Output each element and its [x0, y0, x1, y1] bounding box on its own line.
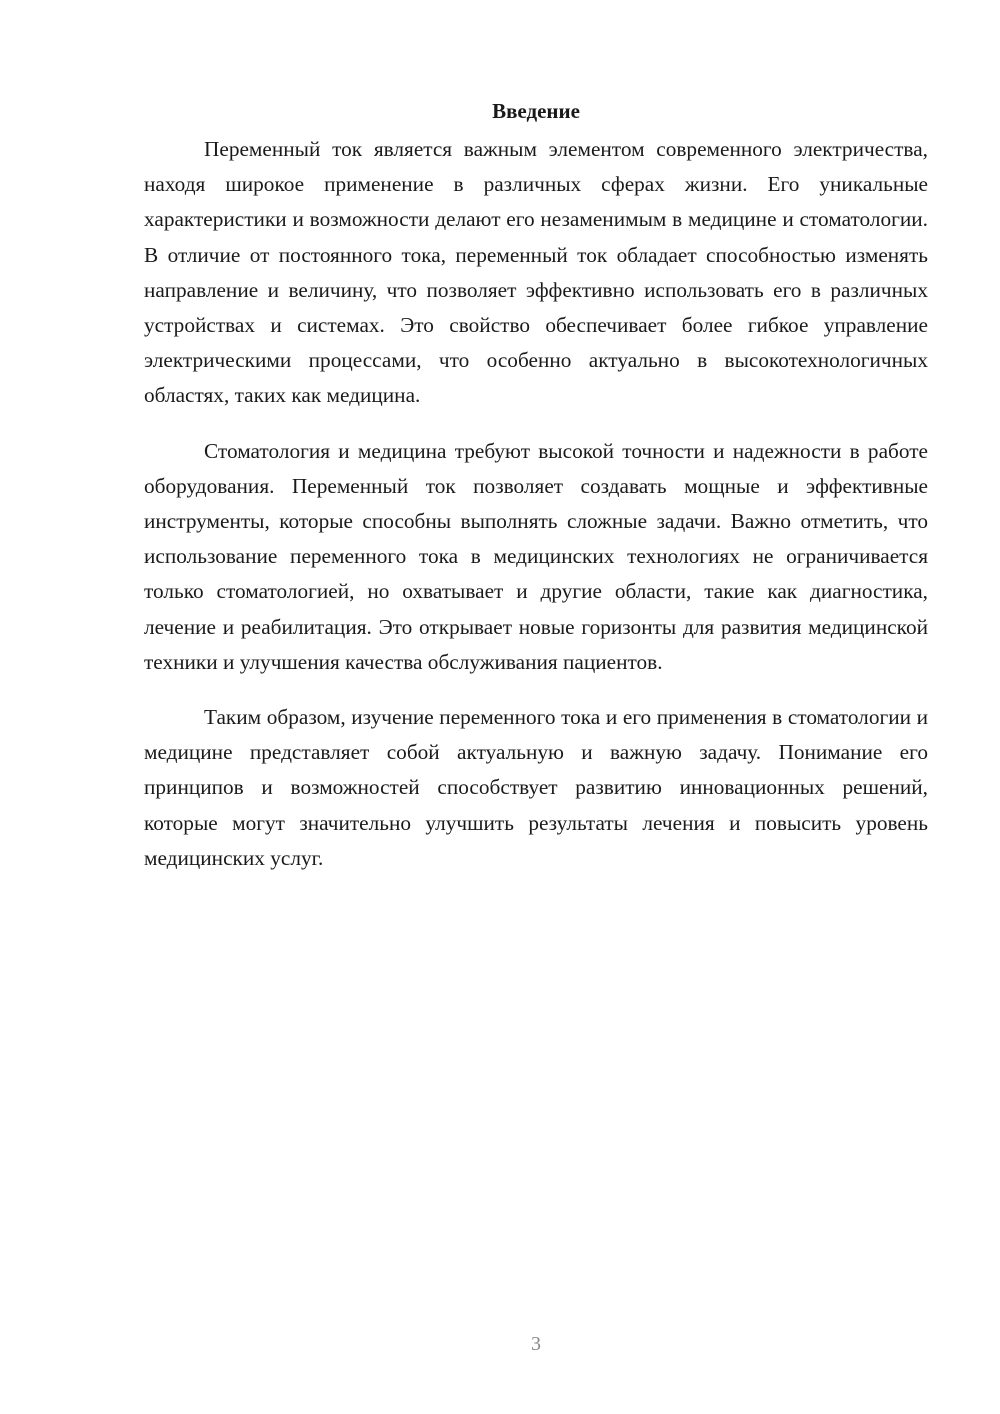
section-heading: Введение [492, 99, 580, 123]
page-number: 3 [531, 1333, 541, 1355]
page-content [144, 96, 928, 896]
paragraph-2: Стоматология и медицина требуют высокой точности и надежности в работе оборудования. Переменный ток позволяет создавать мощные и эффективные инструменты, которые способны выполнять сложные задачи. Важно отметить, что использование переменного тока в медицинских технологиях не ограничивается только стоматологией, но охватывает и другие области, такие как диагностика, лечение и реабилитация. Это открывает новые горизонты для развития медицинской техники и улучшения качества обслуживания пациентов. [144, 438, 928, 674]
paragraph-3: Таким образом, изучение переменного тока и его применения в стоматологии и медицине представляет собой актуальную и важную задачу. Понимание его принципов и возможностей способствует развитию инновационных решений, которые могут значительно улучшить результаты лечения и повысить уровень медицинских услуг. [144, 705, 928, 870]
paragraph-1: Переменный ток является важным элементом современного электричества, находя широкое применение в различных сферах жизни. Его уникальные характеристики и возможности делают его незаменимым в медицине и стоматологии. В отличие от постоянного тока, переменный ток обладает способностью изменять направление и величину, что позволяет эффективно использовать его в различных устройствах и системах. Это свойство обеспечивает более гибкое управление электрическими процессами, что особенно актуально в высокотехнологичных областях, таких как медицина. [144, 137, 928, 408]
